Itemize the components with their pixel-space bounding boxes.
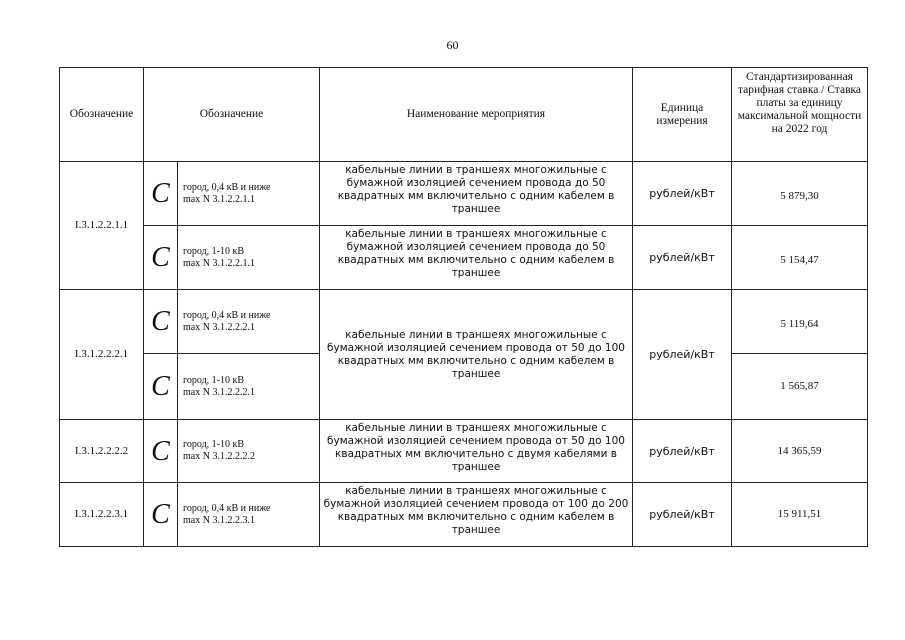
measure-name: кабельные линии в траншеях многожильные с бумажной изоляцией сечением провода от 50 до 100 квадратных мм включительно с двумя кабелями в траншее [320,420,633,483]
header-designation: Обозначение [60,68,144,162]
category-letter: C [144,354,178,420]
condition-power: max N 3.1.2.2.2.2 [183,451,255,462]
rate-value: 15 911,51 [732,483,868,547]
header-unit: Единица измерения [633,68,732,162]
measure-name: кабельные линии в траншеях многожильные с бумажной изоляцией сечением провода от 100 до 200 квадратных мм включительно с одним кабелем в траншее [320,483,633,547]
condition-voltage: город, 1-10 кВ [183,374,245,386]
measure-name: кабельные линии в траншеях многожильные с бумажной изоляцией сечением провода до 50 квадратных мм включительно с одним кабелем в траншее [320,226,633,290]
category-letter: C [144,162,178,226]
unit-cell: рублей/кВт [633,162,732,226]
designation-code: I.3.1.2.2.2.1 [60,290,144,420]
category-letter: C [144,420,178,483]
condition-voltage: город, 0,4 кВ и ниже [183,181,271,193]
table-row [60,162,868,226]
category-letter: C [144,483,178,547]
unit-cell: рублей/кВт [633,226,732,290]
condition-voltage: город, 1-10 кВ [183,245,245,257]
condition-power: max N 3.1.2.2.1.1 [183,193,255,205]
rate-value: 5 154,47 [732,226,868,290]
header-measure-name: Наименование мероприятия [320,68,633,162]
condition-cell [178,162,320,226]
designation-code: I.3.1.2.2.3.1 [60,483,144,547]
condition-cell [178,483,320,547]
measure-name: кабельные линии в траншеях многожильные с бумажной изоляцией сечением провода от 50 до 100 квадратных мм включительно с одним кабелем в траншее [320,290,633,420]
category-letter: C [144,226,178,290]
table-row [60,420,868,483]
rate-value: 1 565,87 [732,354,868,420]
condition-voltage: город, 0,4 кВ и ниже [183,309,271,321]
condition-cell [178,226,320,290]
header-rate: Стандартизированная тарифная ставка / Ставка платы за единицу максимальной мощности на 2022 год [732,68,868,162]
unit-cell: рублей/кВт [633,483,732,547]
condition-power: max N 3.1.2.2.2.1 [183,321,255,333]
table-header-row [60,68,868,162]
rate-value: 14 365,59 [732,420,868,483]
condition-voltage: город, 0,4 кВ и ниже [183,502,271,514]
page-number: 60 [446,38,459,52]
measure-name: кабельные линии в траншеях многожильные с бумажной изоляцией сечением провода до 50 квадратных мм включительно с одним кабелем в траншее [320,162,633,226]
condition-cell [178,354,320,420]
table-row [60,483,868,547]
condition-power: max N 3.1.2.2.3.1 [183,514,255,526]
table-row [60,290,868,354]
header-designation-2: Обозначение [144,68,320,162]
rate-value: 5 879,30 [732,162,868,226]
rate-value: 5 119,64 [732,290,868,354]
designation-code: I.3.1.2.2.1.1 [60,162,144,290]
condition-voltage: город, 1-10 кВ [183,439,245,450]
condition-power: max N 3.1.2.2.1.1 [183,257,255,269]
unit-cell: рублей/кВт [633,290,732,420]
tariff-table [59,67,868,547]
condition-cell [178,290,320,354]
condition-power: max N 3.1.2.2.2.1 [183,386,255,398]
designation-code: I.3.1.2.2.2.2 [60,420,144,483]
table-row [60,226,868,290]
unit-cell: рублей/кВт [633,420,732,483]
condition-cell [178,420,320,483]
category-letter: C [144,290,178,354]
